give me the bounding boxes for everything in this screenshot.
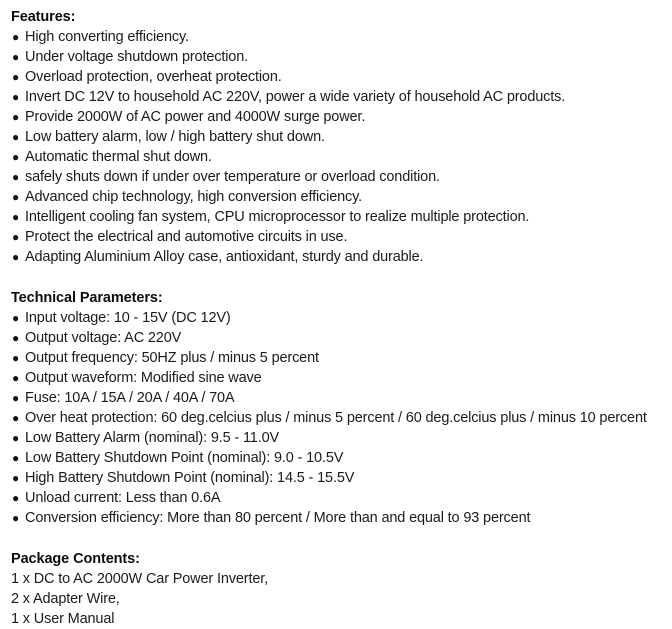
technical-parameter-list-item-text: Output waveform: Modified sine wave (25, 370, 262, 386)
bullet-icon: ● (12, 351, 20, 365)
technical-parameter-list-item (10, 368, 662, 388)
feature-list-item-text: Overload protection, overheat protection. (25, 69, 282, 85)
technical-parameter-list-item (10, 328, 662, 348)
features-section (10, 7, 662, 267)
technical-parameter-list-item (10, 448, 662, 468)
feature-list-item-text: Intelligent cooling fan system, CPU microprocessor to realize multiple protection. (25, 209, 530, 225)
package-contents-heading: Package Contents: (11, 551, 140, 567)
technical-parameter-list-item-text: Low Battery Shutdown Point (nominal): 9.0 - 10.5V (25, 450, 344, 466)
features-list (10, 27, 662, 267)
feature-list-item-text: Provide 2000W of AC power and 4000W surge power. (25, 109, 366, 125)
technical-parameter-list-item (10, 408, 662, 428)
technical-parameter-list-item-text: Over heat protection: 60 deg.celcius plus / minus 5 percent / 60 deg.celcius plus / minus 10 percent (25, 410, 647, 426)
bullet-icon: ● (12, 451, 20, 465)
technical-parameter-list-item (10, 348, 662, 368)
package-content-list-item: 1 x DC to AC 2000W Car Power Inverter, (11, 571, 269, 587)
package-content-list-item: 2 x Adapter Wire, (11, 591, 120, 607)
bullet-icon: ● (12, 511, 20, 525)
feature-list-item-text: Low battery alarm, low / high battery shut down. (25, 129, 325, 145)
feature-list-item (10, 187, 662, 207)
bullet-icon: ● (12, 210, 20, 224)
bullet-icon: ● (12, 150, 20, 164)
technical-parameters-heading: Technical Parameters: (11, 290, 163, 306)
feature-list-item (10, 167, 662, 187)
bullet-icon: ● (12, 170, 20, 184)
bullet-icon: ● (12, 90, 20, 104)
bullet-icon: ● (12, 230, 20, 244)
technical-parameter-list-item (10, 308, 662, 328)
bullet-icon: ● (12, 250, 20, 264)
bullet-icon: ● (12, 311, 20, 325)
bullet-icon: ● (12, 50, 20, 64)
feature-list-item (10, 227, 662, 247)
feature-list-item (10, 47, 662, 67)
bullet-icon: ● (12, 130, 20, 144)
feature-list-item (10, 107, 662, 127)
bullet-icon: ● (12, 331, 20, 345)
technical-parameter-list-item-text: Output frequency: 50HZ plus / minus 5 percent (25, 350, 319, 366)
feature-list-item (10, 147, 662, 167)
feature-list-item-text: Protect the electrical and automotive circuits in use. (25, 229, 348, 245)
technical-parameter-list-item-text: Input voltage: 10 - 15V (DC 12V) (25, 310, 231, 326)
bullet-icon: ● (12, 471, 20, 485)
feature-list-item (10, 27, 662, 47)
feature-list-item-text: safely shuts down if under over temperature or overload condition. (25, 169, 440, 185)
package-content-list-item: 1 x User Manual (11, 611, 115, 627)
technical-parameter-list-item (10, 468, 662, 488)
technical-parameter-list-item-text: Conversion efficiency: More than 80 percent / More than and equal to 93 percent (25, 510, 531, 526)
bullet-icon: ● (12, 391, 20, 405)
feature-list-item-text: Adapting Aluminium Alloy case, antioxidant, sturdy and durable. (25, 249, 424, 265)
feature-list-item (10, 207, 662, 227)
feature-list-item-text: Advanced chip technology, high conversion efficiency. (25, 189, 363, 205)
feature-list-item (10, 127, 662, 147)
feature-list-item (10, 67, 662, 87)
bullet-icon: ● (12, 411, 20, 425)
bullet-icon: ● (12, 110, 20, 124)
feature-list-item (10, 87, 662, 107)
technical-parameter-list-item-text: Fuse: 10A / 15A / 20A / 40A / 70A (25, 390, 235, 406)
bullet-icon: ● (12, 30, 20, 44)
bullet-icon: ● (12, 371, 20, 385)
bullet-icon: ● (12, 431, 20, 445)
bullet-icon: ● (12, 190, 20, 204)
technical-parameter-list-item (10, 428, 662, 448)
feature-list-item-text: Automatic thermal shut down. (25, 149, 212, 165)
technical-parameter-list-item (10, 388, 662, 408)
feature-list-item-text: Under voltage shutdown protection. (25, 49, 249, 65)
technical-parameter-list-item-text: Output voltage: AC 220V (25, 330, 182, 346)
technical-parameter-list-item-text: Unload current: Less than 0.6A (25, 490, 221, 506)
technical-parameters-list (10, 308, 662, 528)
technical-parameter-list-item (10, 488, 662, 508)
feature-list-item (10, 247, 662, 267)
package-contents-section (10, 549, 662, 629)
feature-list-item-text: Invert DC 12V to household AC 220V, power a wide variety of household AC products. (25, 89, 566, 105)
technical-parameter-list-item-text: Low Battery Alarm (nominal): 9.5 - 11.0V (25, 430, 280, 446)
technical-parameter-list-item (10, 508, 662, 528)
package-contents-list (10, 569, 662, 629)
bullet-icon: ● (12, 70, 20, 84)
technical-parameters-section (10, 288, 662, 528)
features-heading: Features: (11, 9, 76, 25)
bullet-icon: ● (12, 491, 20, 505)
technical-parameter-list-item-text: High Battery Shutdown Point (nominal): 14.5 - 15.5V (25, 470, 355, 486)
feature-list-item-text: High converting efficiency. (25, 29, 189, 45)
